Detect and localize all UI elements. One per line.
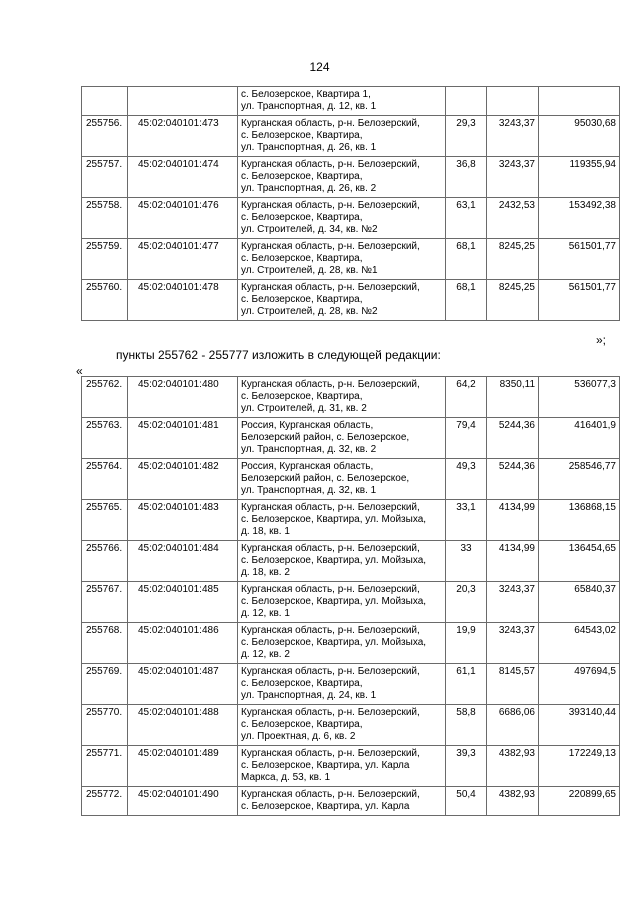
area-cell: 36,8 — [446, 157, 487, 198]
row-number-cell: 255769. — [82, 664, 128, 705]
address-line: д. 12, кв. 1 — [241, 608, 290, 619]
address-line: ул. Транспортная, д. 26, кв. 1 — [241, 142, 377, 153]
cadastral-rate-cell: 3243,37 — [487, 116, 539, 157]
row-number-cell: 255758. — [82, 198, 128, 239]
row-number-cell: 255760. — [82, 280, 128, 321]
area-cell: 58,8 — [446, 705, 487, 746]
area-cell: 68,1 — [446, 280, 487, 321]
address-line: Белозерский район, с. Белозерское, — [241, 473, 410, 484]
cadastral-number-cell: 45:02:040101:490 — [128, 787, 238, 816]
address-line: с. Белозерское, Квартира, ул. Мойзыха, — [241, 555, 427, 566]
cadastral-value-cell: 416401,9 — [539, 418, 620, 459]
address-cell — [238, 116, 446, 157]
cadastral-number-cell: 45:02:040101:486 — [128, 623, 238, 664]
address-cell — [238, 459, 446, 500]
area-cell: 29,3 — [446, 116, 487, 157]
table-row — [82, 459, 620, 500]
cadastral-value-cell — [539, 87, 620, 116]
address-line: ул. Строителей, д. 28, кв. №2 — [241, 306, 378, 317]
address-line: Россия, Курганская область, — [241, 420, 374, 431]
cadastral-number-cell: 45:02:040101:474 — [128, 157, 238, 198]
address-line: с. Белозерское, Квартира, — [241, 171, 363, 182]
cadastral-number-cell: 45:02:040101:482 — [128, 459, 238, 500]
cadastral-value-cell: 497694,5 — [539, 664, 620, 705]
address-line: Белозерский район, с. Белозерское, — [241, 432, 410, 443]
cadastral-number-cell: 45:02:040101:484 — [128, 541, 238, 582]
cadastral-value-cell: 64543,02 — [539, 623, 620, 664]
cadastral-number-cell: 45:02:040101:483 — [128, 500, 238, 541]
address-line: с. Белозерское, Квартира, — [241, 391, 363, 402]
address-line: с. Белозерское, Квартира, — [241, 212, 363, 223]
cadastral-value-cell: 136454,65 — [539, 541, 620, 582]
area-cell: 64,2 — [446, 377, 487, 418]
address-line: ул. Транспортная, д. 12, кв. 1 — [241, 101, 377, 112]
address-line: с. Белозерское, Квартира, — [241, 253, 363, 264]
address-line: с. Белозерское, Квартира, ул. Мойзыха, — [241, 596, 427, 607]
address-cell — [238, 280, 446, 321]
cadastral-rate-cell: 4134,99 — [487, 541, 539, 582]
cadastral-rate-cell: 8350,11 — [487, 377, 539, 418]
row-number-cell: 255757. — [82, 157, 128, 198]
cadastral-value-cell: 258546,77 — [539, 459, 620, 500]
address-cell — [238, 198, 446, 239]
address-line: Курганская область, р-н. Белозерский, — [241, 241, 420, 252]
address-line: ул. Проектная, д. 6, кв. 2 — [241, 731, 356, 742]
address-line: с. Белозерское, Квартира, ул. Мойзыха, — [241, 637, 427, 648]
address-line: ул. Строителей, д. 34, кв. №2 — [241, 224, 378, 235]
address-cell — [238, 87, 446, 116]
address-line: с. Белозерское, Квартира, ул. Карла — [241, 760, 410, 771]
address-cell — [238, 500, 446, 541]
address-line: Курганская область, р-н. Белозерский, — [241, 625, 420, 636]
area-cell — [446, 87, 487, 116]
address-line: с. Белозерское, Квартира 1, — [241, 89, 371, 100]
cadastral-number-cell: 45:02:040101:481 — [128, 418, 238, 459]
area-cell: 61,1 — [446, 664, 487, 705]
address-cell — [238, 239, 446, 280]
area-cell: 20,3 — [446, 582, 487, 623]
cadastral-value-cell: 393140,44 — [539, 705, 620, 746]
table-row — [82, 500, 620, 541]
row-number-cell: 255772. — [82, 787, 128, 816]
address-cell — [238, 623, 446, 664]
cadastral-rate-cell: 3243,37 — [487, 157, 539, 198]
address-line: ул. Транспортная, д. 32, кв. 1 — [241, 485, 377, 496]
address-line: Курганская область, р-н. Белозерский, — [241, 282, 420, 293]
cadastral-value-cell: 561501,77 — [539, 239, 620, 280]
address-cell — [238, 664, 446, 705]
table-row — [82, 377, 620, 418]
area-cell: 49,3 — [446, 459, 487, 500]
row-number-cell: 255771. — [82, 746, 128, 787]
table-row — [82, 280, 620, 321]
area-cell: 33,1 — [446, 500, 487, 541]
cadastral-rate-cell: 8245,25 — [487, 239, 539, 280]
address-line: Курганская область, р-н. Белозерский, — [241, 379, 420, 390]
cadastral-rate-cell: 5244,36 — [487, 418, 539, 459]
table-row — [82, 705, 620, 746]
cadastral-number-cell: 45:02:040101:485 — [128, 582, 238, 623]
cadastral-rate-cell: 4134,99 — [487, 500, 539, 541]
row-number-cell: 255765. — [82, 500, 128, 541]
address-line: с. Белозерское, Квартира, — [241, 130, 363, 141]
cadastral-value-cell: 95030,68 — [539, 116, 620, 157]
row-number-cell: 255759. — [82, 239, 128, 280]
address-line: д. 18, кв. 1 — [241, 526, 290, 537]
area-cell: 79,4 — [446, 418, 487, 459]
area-cell: 50,4 — [446, 787, 487, 816]
table-row — [82, 746, 620, 787]
address-line: д. 18, кв. 2 — [241, 567, 290, 578]
area-cell: 63,1 — [446, 198, 487, 239]
table-row — [82, 541, 620, 582]
table-row — [82, 157, 620, 198]
row-number-cell: 255762. — [82, 377, 128, 418]
cadastral-rate-cell: 4382,93 — [487, 787, 539, 816]
address-line: Курганская область, р-н. Белозерский, — [241, 584, 420, 595]
address-line: Курганская область, р-н. Белозерский, — [241, 748, 420, 759]
address-line: с. Белозерское, Квартира, — [241, 678, 363, 689]
row-number-cell: 255756. — [82, 116, 128, 157]
row-number-cell: 255766. — [82, 541, 128, 582]
address-line: с. Белозерское, Квартира, — [241, 294, 363, 305]
address-cell — [238, 582, 446, 623]
area-cell: 39,3 — [446, 746, 487, 787]
address-line: Россия, Курганская область, — [241, 461, 374, 472]
address-line: д. 12, кв. 2 — [241, 649, 290, 660]
cadastral-value-cell: 536077,3 — [539, 377, 620, 418]
cadastral-number-cell: 45:02:040101:488 — [128, 705, 238, 746]
table-row — [82, 787, 620, 816]
page-number: 124 — [309, 60, 330, 74]
row-number-cell: 255770. — [82, 705, 128, 746]
address-cell — [238, 541, 446, 582]
opening-quote: « — [76, 364, 83, 378]
registry-table-bottom — [81, 376, 620, 816]
address-line: Курганская область, р-н. Белозерский, — [241, 707, 420, 718]
address-cell — [238, 418, 446, 459]
address-line: с. Белозерское, Квартира, ул. Мойзыха, — [241, 514, 427, 525]
cadastral-rate-cell: 4382,93 — [487, 746, 539, 787]
area-cell: 33 — [446, 541, 487, 582]
address-line: с. Белозерское, Квартира, ул. Карла — [241, 801, 410, 812]
area-cell: 19,9 — [446, 623, 487, 664]
cadastral-number-cell: 45:02:040101:478 — [128, 280, 238, 321]
address-cell — [238, 746, 446, 787]
row-number-cell: 255764. — [82, 459, 128, 500]
address-line: ул. Строителей, д. 31, кв. 2 — [241, 403, 367, 414]
cadastral-number-cell: 45:02:040101:489 — [128, 746, 238, 787]
cadastral-value-cell: 220899,65 — [539, 787, 620, 816]
cadastral-number-cell: 45:02:040101:477 — [128, 239, 238, 280]
address-line: ул. Транспортная, д. 24, кв. 1 — [241, 690, 377, 701]
row-number-cell: 255767. — [82, 582, 128, 623]
address-line: Курганская область, р-н. Белозерский, — [241, 502, 420, 513]
amendment-instruction: пункты 255762 - 255777 изложить в следующей редакции: — [116, 348, 441, 362]
address-cell — [238, 787, 446, 816]
table-row — [82, 87, 620, 116]
closing-quote: »; — [596, 333, 607, 347]
cadastral-value-cell: 561501,77 — [539, 280, 620, 321]
table-row — [82, 664, 620, 705]
cadastral-rate-cell: 5244,36 — [487, 459, 539, 500]
table-row — [82, 623, 620, 664]
cadastral-value-cell: 119355,94 — [539, 157, 620, 198]
cadastral-rate-cell — [487, 87, 539, 116]
cadastral-number-cell: 45:02:040101:476 — [128, 198, 238, 239]
cadastral-value-cell: 153492,38 — [539, 198, 620, 239]
table-row — [82, 239, 620, 280]
address-cell — [238, 157, 446, 198]
cadastral-rate-cell: 3243,37 — [487, 623, 539, 664]
address-line: Курганская область, р-н. Белозерский, — [241, 666, 420, 677]
address-line: ул. Транспортная, д. 32, кв. 2 — [241, 444, 377, 455]
cadastral-value-cell: 65840,37 — [539, 582, 620, 623]
cadastral-number-cell — [128, 87, 238, 116]
address-line: Курганская область, р-н. Белозерский, — [241, 118, 420, 129]
address-line: Курганская область, р-н. Белозерский, — [241, 543, 420, 554]
area-cell: 68,1 — [446, 239, 487, 280]
address-line: ул. Строителей, д. 28, кв. №1 — [241, 265, 378, 276]
registry-table-top — [81, 86, 620, 321]
table-row — [82, 198, 620, 239]
cadastral-rate-cell: 6686,06 — [487, 705, 539, 746]
address-cell — [238, 377, 446, 418]
address-line: Курганская область, р-н. Белозерский, — [241, 200, 420, 211]
cadastral-rate-cell: 3243,37 — [487, 582, 539, 623]
address-line: Курганская область, р-н. Белозерский, — [241, 789, 420, 800]
table-row — [82, 116, 620, 157]
cadastral-rate-cell: 8145,57 — [487, 664, 539, 705]
row-number-cell — [82, 87, 128, 116]
cadastral-value-cell: 136868,15 — [539, 500, 620, 541]
table-row — [82, 418, 620, 459]
cadastral-number-cell: 45:02:040101:480 — [128, 377, 238, 418]
row-number-cell: 255763. — [82, 418, 128, 459]
row-number-cell: 255768. — [82, 623, 128, 664]
address-line: Курганская область, р-н. Белозерский, — [241, 159, 420, 170]
cadastral-number-cell: 45:02:040101:487 — [128, 664, 238, 705]
cadastral-value-cell: 172249,13 — [539, 746, 620, 787]
cadastral-rate-cell: 8245,25 — [487, 280, 539, 321]
address-line: ул. Транспортная, д. 26, кв. 2 — [241, 183, 377, 194]
address-line: с. Белозерское, Квартира, — [241, 719, 363, 730]
table-row — [82, 582, 620, 623]
address-line: Маркса, д. 53, кв. 1 — [241, 772, 331, 783]
cadastral-number-cell: 45:02:040101:473 — [128, 116, 238, 157]
address-cell — [238, 705, 446, 746]
cadastral-rate-cell: 2432,53 — [487, 198, 539, 239]
